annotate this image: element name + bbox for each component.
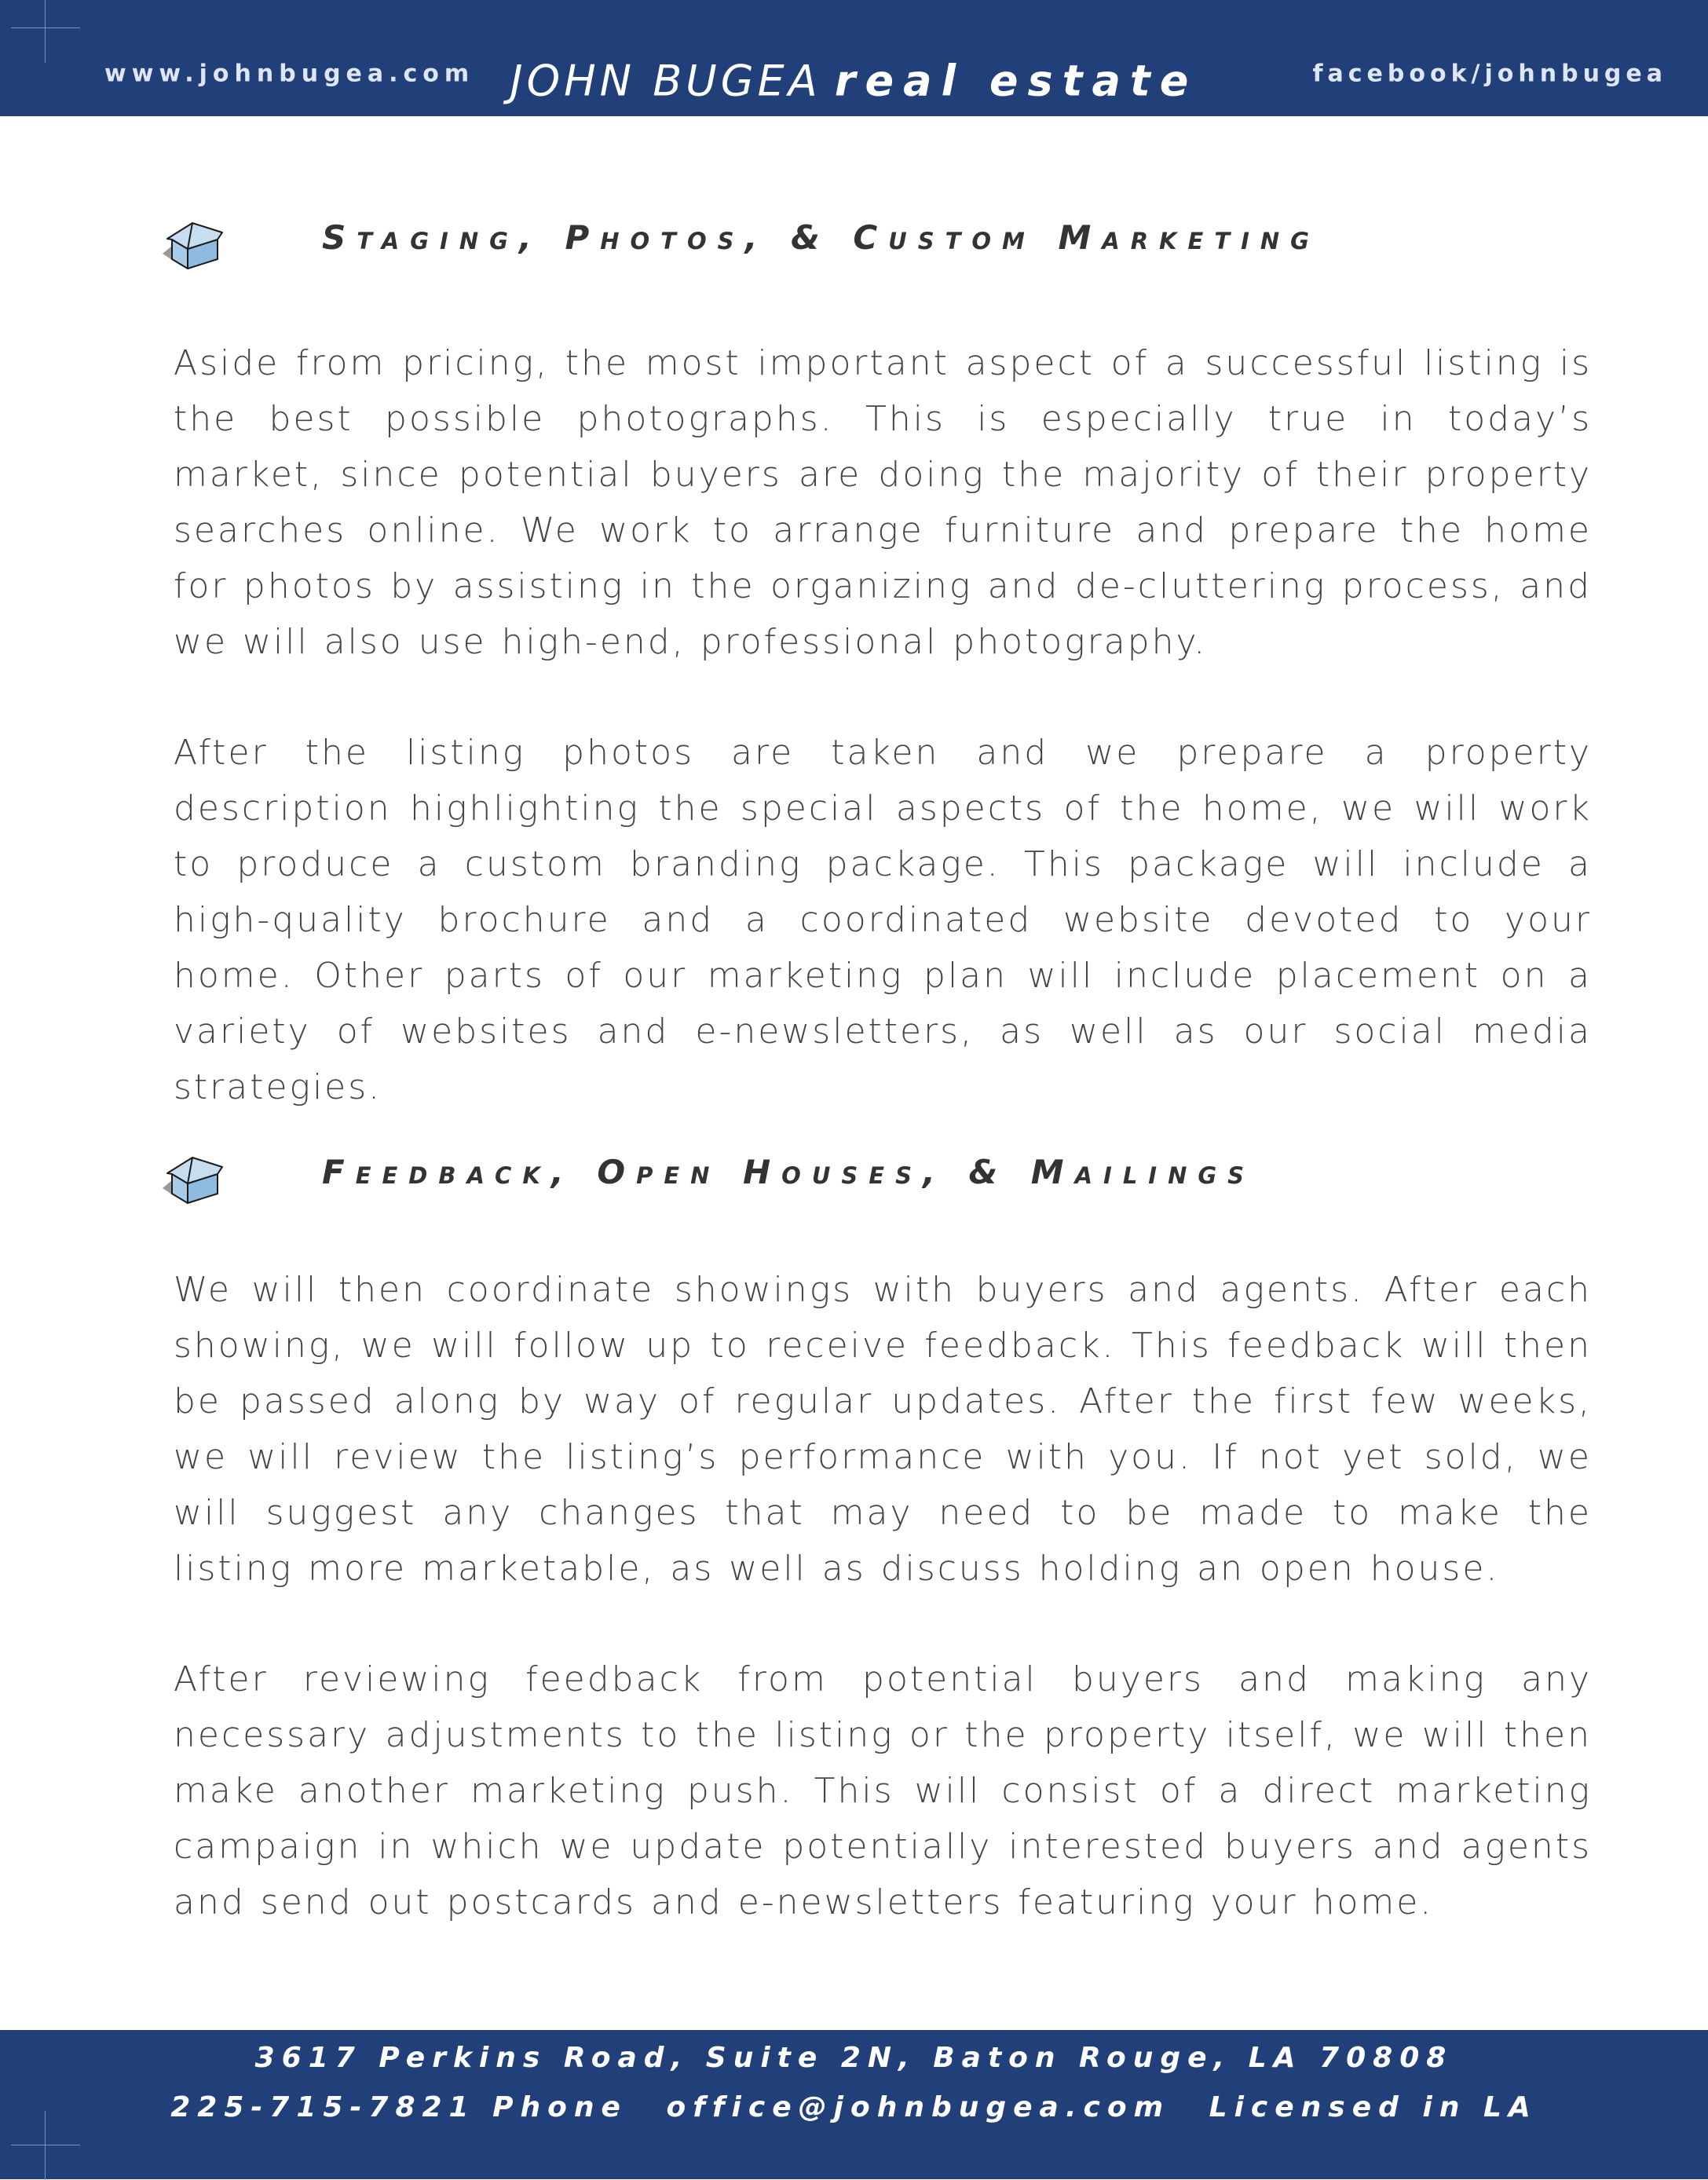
footer-phone[interactable]: 225-715-7821 Phone [170,2091,627,2123]
crop-mark-icon [11,0,80,63]
facebook-link[interactable]: facebook/johnbugea [1312,60,1667,88]
section-paragraph: After the listing photos are taken and we prepare a property description highlighting the special aspects of the home, we will work to produce a custom branding package. This package will include a high-quality brochure and a coordinated website devoted to your home. Other parts of our marketing plan will include placement on a variety of websites and e-newsletters, as well as our social media strategies. [174,733,1592,1107]
footer-email[interactable]: office@johnbugea.com [666,2091,1171,2123]
section-paragraph: Aside from pricing, the most important aspect of a successful listing is the best possible photographs. This is especially true in today’s market, since potential buyers are doing the majority of their property searches online. We work to arrange furniture and prepare the home for photos by assisting in the organizing and de-cluttering process, and we will also use high-end, professional photography. [174,343,1592,662]
footer-contact [0,2091,1708,2123]
section-paragraph: After reviewing feedback from potential buyers and making any necessary adjustments to the listing or the property itself, we will then make another marketing push. This will consist of a direct marketing campaign in which we update potentially interested buyers and agents and send out postcards and e-newsletters featuring your home. [174,1659,1592,1922]
house-icon [161,220,227,275]
house-icon [161,1154,227,1209]
footer-address: 3617 Perkins Road, Suite 2N, Baton Rouge, LA 70808 [254,2042,1454,2074]
section-heading: Feedback, Open Houses, & Mailings [322,1153,1256,1191]
section-paragraph: We will then coordinate showings with buyers and agents. After each showing, we will follow up to receive feedback. This feedback will then be passed along by way of regular updates. After the first few weeks, we will review the listing’s performance with you. If not yet sold, we will suggest any changes that may need to be made to make the listing more marketable, as well as discuss holding an open house. [174,1270,1592,1589]
website-link[interactable]: www.johnbugea.com [104,60,475,88]
footer-license: Licensed in LA [1209,2091,1538,2123]
brand-subtitle: real estate [834,56,1198,106]
brand-name: JOHN BUGEA [510,56,821,106]
section-heading: Staging, Photos, & Custom Marketing [322,218,1320,257]
